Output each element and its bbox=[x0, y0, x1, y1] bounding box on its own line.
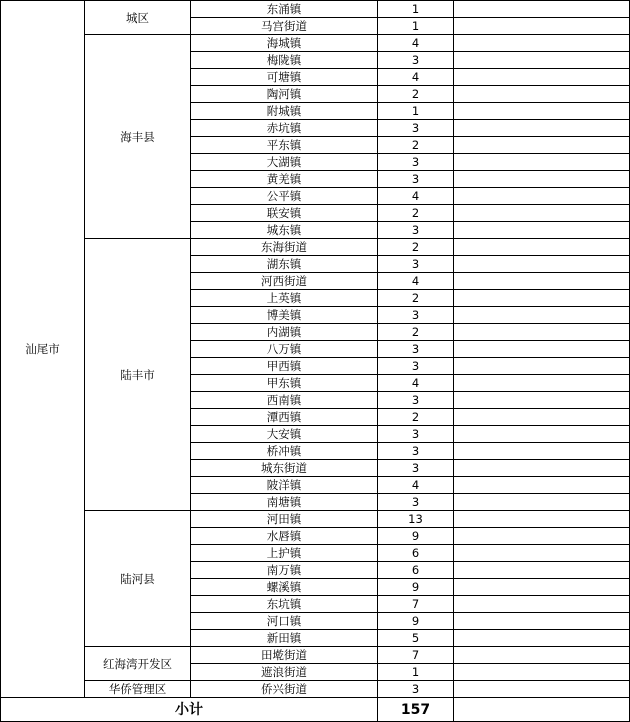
count-cell: 2 bbox=[378, 205, 454, 222]
town-cell: 梅陇镇 bbox=[191, 52, 378, 69]
empty-cell bbox=[454, 409, 630, 426]
district-cell: 华侨管理区 bbox=[85, 681, 191, 698]
count-cell: 3 bbox=[378, 426, 454, 443]
town-cell: 水唇镇 bbox=[191, 528, 378, 545]
town-cell: 河口镇 bbox=[191, 613, 378, 630]
empty-cell bbox=[454, 681, 630, 698]
table-row bbox=[1, 239, 630, 256]
empty-cell bbox=[454, 273, 630, 290]
count-cell: 3 bbox=[378, 460, 454, 477]
town-cell: 河西街道 bbox=[191, 273, 378, 290]
district-cell: 海丰县 bbox=[85, 35, 191, 239]
count-cell: 9 bbox=[378, 579, 454, 596]
count-cell: 7 bbox=[378, 596, 454, 613]
town-cell: 城东镇 bbox=[191, 222, 378, 239]
count-cell: 2 bbox=[378, 324, 454, 341]
empty-cell bbox=[454, 1, 630, 18]
subtotal-label: 小计 bbox=[1, 698, 378, 722]
city-cell: 汕尾市 bbox=[1, 1, 85, 698]
count-cell: 9 bbox=[378, 613, 454, 630]
empty-cell bbox=[454, 205, 630, 222]
town-cell: 大安镇 bbox=[191, 426, 378, 443]
empty-cell bbox=[454, 324, 630, 341]
town-cell: 东坑镇 bbox=[191, 596, 378, 613]
empty-cell bbox=[454, 630, 630, 647]
town-cell: 黄羌镇 bbox=[191, 171, 378, 188]
empty-cell bbox=[454, 613, 630, 630]
count-cell: 3 bbox=[378, 171, 454, 188]
count-cell: 3 bbox=[378, 154, 454, 171]
town-cell: 上英镇 bbox=[191, 290, 378, 307]
town-cell: 海城镇 bbox=[191, 35, 378, 52]
count-cell: 7 bbox=[378, 647, 454, 664]
empty-cell bbox=[454, 426, 630, 443]
town-cell: 附城镇 bbox=[191, 103, 378, 120]
empty-cell bbox=[454, 545, 630, 562]
subtotal-value: 157 bbox=[378, 698, 454, 722]
count-cell: 2 bbox=[378, 86, 454, 103]
town-cell: 湖东镇 bbox=[191, 256, 378, 273]
count-cell: 2 bbox=[378, 239, 454, 256]
town-cell: 大湖镇 bbox=[191, 154, 378, 171]
town-cell: 南万镇 bbox=[191, 562, 378, 579]
count-cell: 1 bbox=[378, 664, 454, 681]
town-cell: 马宫街道 bbox=[191, 18, 378, 35]
table-row bbox=[1, 681, 630, 698]
empty-cell bbox=[454, 579, 630, 596]
count-cell: 9 bbox=[378, 528, 454, 545]
empty-cell bbox=[454, 375, 630, 392]
count-cell: 13 bbox=[378, 511, 454, 528]
empty-cell bbox=[454, 307, 630, 324]
district-cell: 陆丰市 bbox=[85, 239, 191, 511]
town-cell: 东海街道 bbox=[191, 239, 378, 256]
count-cell: 3 bbox=[378, 52, 454, 69]
town-cell: 甲西镇 bbox=[191, 358, 378, 375]
count-cell: 4 bbox=[378, 188, 454, 205]
empty-cell bbox=[454, 664, 630, 681]
count-cell: 4 bbox=[378, 35, 454, 52]
empty-cell bbox=[454, 596, 630, 613]
town-cell: 东涌镇 bbox=[191, 1, 378, 18]
empty-cell bbox=[454, 528, 630, 545]
district-cell: 陆河县 bbox=[85, 511, 191, 647]
empty-cell bbox=[454, 511, 630, 528]
empty-cell bbox=[454, 35, 630, 52]
town-cell: 赤坑镇 bbox=[191, 120, 378, 137]
count-cell: 2 bbox=[378, 409, 454, 426]
empty-cell bbox=[454, 290, 630, 307]
empty-cell bbox=[454, 52, 630, 69]
town-cell: 遮浪街道 bbox=[191, 664, 378, 681]
empty-cell bbox=[454, 256, 630, 273]
empty-cell bbox=[454, 494, 630, 511]
table-row bbox=[1, 35, 630, 52]
town-cell: 河田镇 bbox=[191, 511, 378, 528]
town-cell: 平东镇 bbox=[191, 137, 378, 154]
town-cell: 新田镇 bbox=[191, 630, 378, 647]
town-cell: 陂洋镇 bbox=[191, 477, 378, 494]
count-cell: 6 bbox=[378, 562, 454, 579]
count-cell: 3 bbox=[378, 494, 454, 511]
subtotal-row bbox=[1, 698, 630, 722]
town-cell: 公平镇 bbox=[191, 188, 378, 205]
count-cell: 4 bbox=[378, 477, 454, 494]
town-cell: 甲东镇 bbox=[191, 375, 378, 392]
count-cell: 1 bbox=[378, 18, 454, 35]
empty-cell bbox=[454, 171, 630, 188]
table-row bbox=[1, 1, 630, 18]
count-cell: 3 bbox=[378, 392, 454, 409]
empty-cell bbox=[454, 358, 630, 375]
empty-cell bbox=[454, 647, 630, 664]
count-cell: 3 bbox=[378, 681, 454, 698]
count-cell: 1 bbox=[378, 103, 454, 120]
empty-cell bbox=[454, 86, 630, 103]
count-cell: 5 bbox=[378, 630, 454, 647]
empty-cell bbox=[454, 103, 630, 120]
empty-cell bbox=[454, 341, 630, 358]
district-cell: 红海湾开发区 bbox=[85, 647, 191, 681]
count-cell: 3 bbox=[378, 222, 454, 239]
count-cell: 4 bbox=[378, 273, 454, 290]
count-cell: 3 bbox=[378, 120, 454, 137]
count-cell: 3 bbox=[378, 307, 454, 324]
town-cell: 可塘镇 bbox=[191, 69, 378, 86]
town-cell: 八万镇 bbox=[191, 341, 378, 358]
town-cell: 博美镇 bbox=[191, 307, 378, 324]
table-body bbox=[1, 1, 630, 722]
town-cell: 田墘街道 bbox=[191, 647, 378, 664]
district-cell: 城区 bbox=[85, 1, 191, 35]
town-cell: 潭西镇 bbox=[191, 409, 378, 426]
empty-cell bbox=[454, 137, 630, 154]
empty-cell bbox=[454, 154, 630, 171]
town-cell: 陶河镇 bbox=[191, 86, 378, 103]
count-cell: 2 bbox=[378, 137, 454, 154]
town-cell: 联安镇 bbox=[191, 205, 378, 222]
empty-cell bbox=[454, 392, 630, 409]
town-cell: 城东街道 bbox=[191, 460, 378, 477]
town-cell: 南塘镇 bbox=[191, 494, 378, 511]
count-cell: 3 bbox=[378, 358, 454, 375]
count-cell: 3 bbox=[378, 256, 454, 273]
town-cell: 螺溪镇 bbox=[191, 579, 378, 596]
empty-cell bbox=[454, 698, 630, 722]
count-cell: 4 bbox=[378, 375, 454, 392]
empty-cell bbox=[454, 477, 630, 494]
table-row bbox=[1, 511, 630, 528]
town-cell: 桥冲镇 bbox=[191, 443, 378, 460]
town-cell: 内湖镇 bbox=[191, 324, 378, 341]
count-cell: 4 bbox=[378, 69, 454, 86]
empty-cell bbox=[454, 18, 630, 35]
empty-cell bbox=[454, 188, 630, 205]
empty-cell bbox=[454, 239, 630, 256]
empty-cell bbox=[454, 120, 630, 137]
count-cell: 1 bbox=[378, 1, 454, 18]
empty-cell bbox=[454, 562, 630, 579]
empty-cell bbox=[454, 222, 630, 239]
town-cell: 侨兴街道 bbox=[191, 681, 378, 698]
count-cell: 3 bbox=[378, 443, 454, 460]
empty-cell bbox=[454, 460, 630, 477]
town-cell: 西南镇 bbox=[191, 392, 378, 409]
town-cell: 上护镇 bbox=[191, 545, 378, 562]
empty-cell bbox=[454, 443, 630, 460]
count-cell: 3 bbox=[378, 341, 454, 358]
empty-cell bbox=[454, 69, 630, 86]
count-cell: 6 bbox=[378, 545, 454, 562]
table-row bbox=[1, 647, 630, 664]
count-cell: 2 bbox=[378, 290, 454, 307]
